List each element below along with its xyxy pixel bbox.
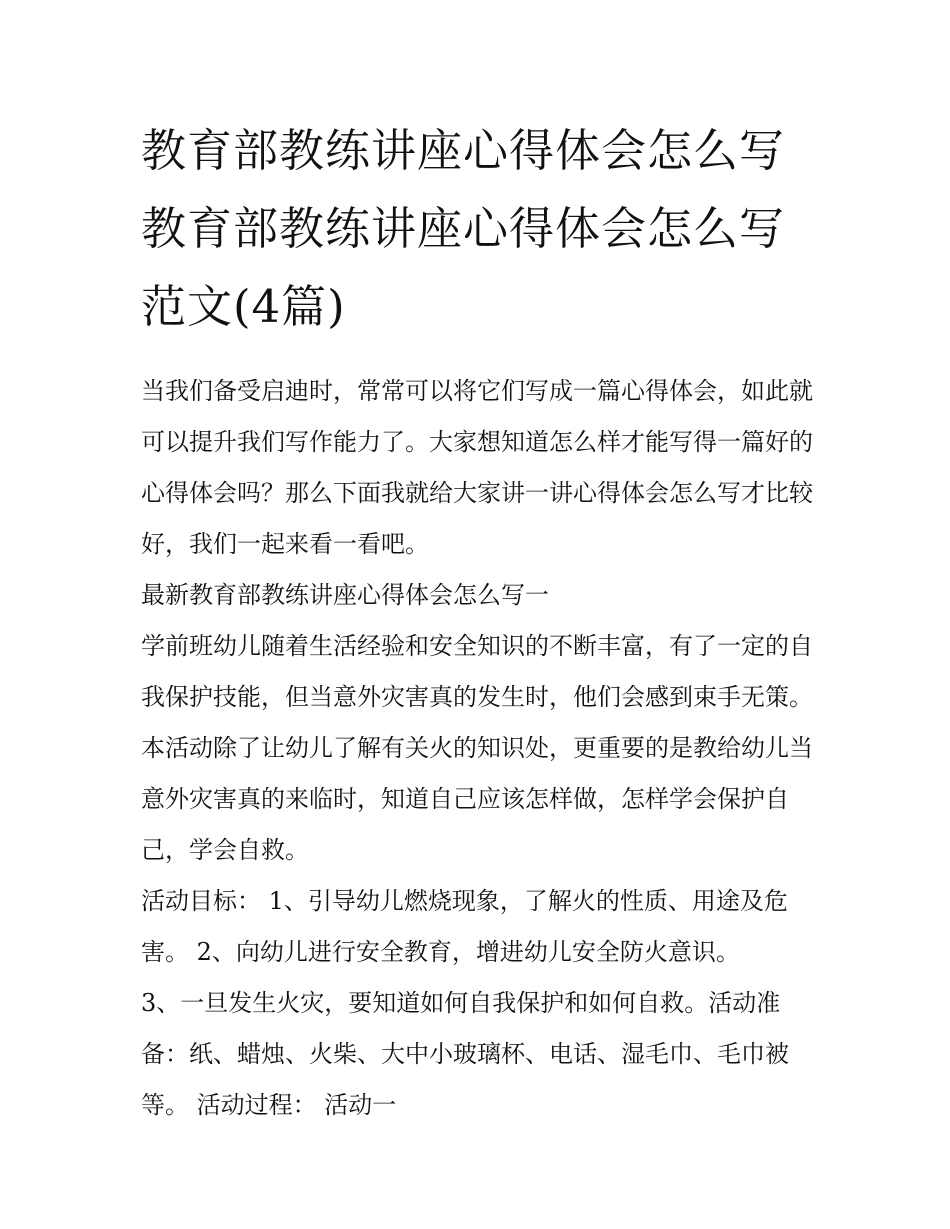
- body-paragraph: 学前班幼儿随着生活经验和安全知识的不断丰富，有了一定的自我保护技能，但当意外灾害真的发生时，他们会感到束手无策。本活动除了让幼儿了解有关火的知识处，更重要的是教给幼儿当意外灾害真的来临时，知道自己应该怎样做，怎样学会保护自己，学会自救。: [141, 632, 813, 864]
- intro-paragraph: 当我们备受启迪时，常常可以将它们写成一篇心得体会，如此就可以提升我们写作能力了。大家想知道怎么样才能写得一篇好的心得体会吗？那么下面我就给大家讲一讲心得体会怎么写才比较好，我们一起来看一看吧。: [141, 377, 813, 558]
- document-body: [141, 112, 813, 1131]
- document-title: 教育部教练讲座心得体会怎么写 教育部教练讲座心得体会怎么写范文(4篇): [141, 124, 786, 333]
- section-heading: 最新教育部教练讲座心得体会怎么写一: [141, 581, 549, 609]
- activity-goals-paragraph: 活动目标： 1、引导幼儿燃烧现象，了解火的性质、用途及危害。 2、向幼儿进行安全教育，增进幼儿安全防火意识。: [141, 887, 788, 966]
- activity-prep-paragraph: 3、一旦发生火灾，要知道如何自我保护和如何自救。活动准备：纸、蜡烛、火柴、大中小玻璃杯、电话、湿毛巾、毛巾被等。 活动过程： 活动一: [141, 989, 789, 1119]
